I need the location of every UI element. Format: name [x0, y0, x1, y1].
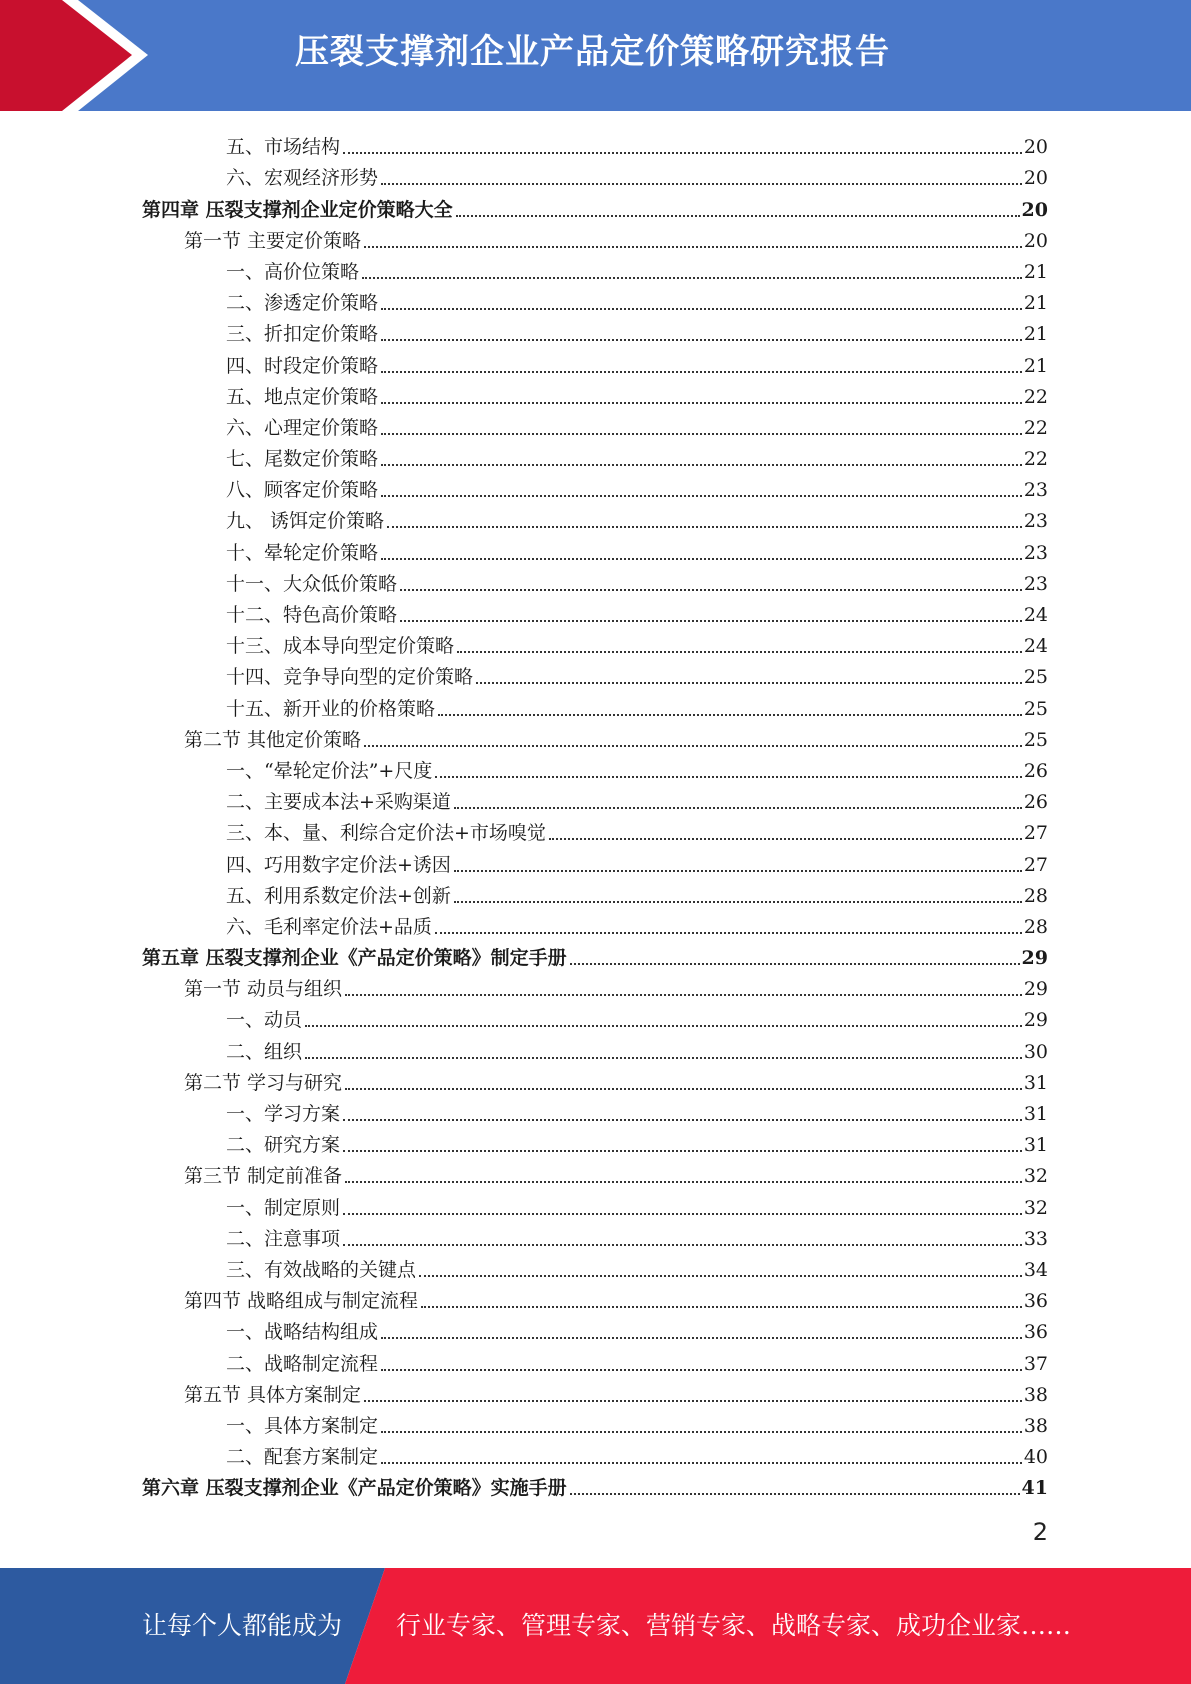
toc-dot-leader — [381, 1369, 1022, 1371]
toc-entry-label: 五、地点定价策略 — [226, 385, 379, 408]
toc-entry-label: 三、有效战略的关键点 — [226, 1258, 417, 1281]
toc-dot-leader — [387, 526, 1022, 528]
toc-item-row[interactable] — [142, 627, 1048, 658]
toc-dot-leader — [438, 714, 1022, 716]
toc-item-row[interactable] — [142, 253, 1048, 284]
toc-item-row[interactable] — [142, 877, 1048, 908]
toc-dot-leader — [345, 1088, 1022, 1090]
toc-dot-leader — [476, 682, 1022, 684]
toc-dot-leader — [381, 183, 1022, 185]
toc-item-row[interactable] — [142, 1220, 1048, 1251]
toc-entry-label: 三、折扣定价策略 — [226, 323, 379, 346]
toc-page-number: 32 — [1023, 1165, 1048, 1188]
toc-page-number: 28 — [1023, 884, 1048, 907]
toc-item-row[interactable] — [142, 128, 1048, 159]
toc-entry-label: 十五、新开业的价格策略 — [226, 697, 436, 720]
toc-entry-label: 二、渗透定价策略 — [226, 292, 379, 315]
toc-page-number: 29 — [1023, 1009, 1048, 1032]
toc-page-number: 22 — [1023, 416, 1048, 439]
toc-entry-label: 二、组织 — [226, 1040, 303, 1063]
toc-page-number: 25 — [1023, 666, 1048, 689]
toc-item-row[interactable] — [142, 908, 1048, 939]
toc-entry-label: 十四、竞争导向型的定价策略 — [226, 666, 474, 689]
toc-item-row[interactable] — [142, 409, 1048, 440]
toc-dot-leader — [381, 371, 1022, 373]
toc-dot-leader — [381, 1431, 1022, 1433]
toc-entry-label: 一、学习方案 — [226, 1103, 341, 1125]
toc-entry-label: 第五节 具体方案制定 — [184, 1383, 362, 1406]
toc-item-row[interactable] — [142, 845, 1048, 876]
toc-item-row[interactable] — [142, 565, 1048, 596]
toc-entry-label: 二、主要成本法+采购渠道 — [226, 791, 451, 814]
toc-entry-label: 九、 诱饵定价策略 — [226, 510, 385, 533]
toc-entry-label: 第一节 动员与组织 — [184, 978, 343, 1001]
toc-entry-label: 三、本、量、利综合定价法+市场嗅觉 — [226, 822, 546, 845]
toc-page-number: 21 — [1023, 354, 1048, 377]
toc-entry-label: 第三节 制定前准备 — [184, 1165, 343, 1188]
toc-page-number: 31 — [1023, 1103, 1048, 1125]
toc-page-number: 23 — [1023, 572, 1048, 595]
toc-dot-leader — [343, 152, 1022, 154]
toc-item-row[interactable] — [142, 159, 1048, 190]
toc-page-number: 27 — [1023, 822, 1048, 845]
toc-entry-label: 一、具体方案制定 — [226, 1414, 379, 1437]
toc-dot-leader — [381, 339, 1022, 341]
report-title: 压裂支撑剂企业产品定价策略研究报告 — [295, 32, 890, 72]
header-band — [0, 0, 1191, 111]
toc-dot-leader — [456, 215, 1020, 217]
toc-item-row[interactable] — [142, 502, 1048, 533]
toc-item-row[interactable] — [142, 1251, 1048, 1282]
toc-page-number: 27 — [1023, 853, 1048, 876]
toc-item-row[interactable] — [142, 378, 1048, 409]
toc-chapter-row[interactable] — [142, 939, 1048, 970]
toc-dot-leader — [435, 776, 1021, 778]
toc-dot-leader — [343, 1119, 1022, 1121]
toc-entry-label: 一、动员 — [226, 1009, 303, 1032]
toc-item-row[interactable] — [142, 284, 1048, 315]
toc-entry-label: 十、晕轮定价策略 — [226, 541, 379, 564]
toc-page-number: 38 — [1023, 1414, 1048, 1437]
toc-page-number: 24 — [1023, 604, 1048, 626]
toc-dot-leader — [454, 870, 1022, 872]
toc-item-row[interactable] — [142, 1188, 1048, 1219]
footer-slogan-right: 行业专家、管理专家、营销专家、战略专家、成功企业家…… — [396, 1611, 1072, 1640]
toc-entry-label: 一、战略结构组成 — [226, 1321, 379, 1344]
toc-item-row[interactable] — [142, 596, 1048, 627]
toc-dot-leader — [345, 1181, 1022, 1183]
toc-dot-leader — [381, 308, 1022, 310]
toc-item-row[interactable] — [142, 1126, 1048, 1157]
toc-entry-label: 一、高价位策略 — [226, 260, 360, 283]
toc-dot-leader — [400, 589, 1022, 591]
toc-item-row[interactable] — [142, 1032, 1048, 1063]
toc-entry-label: 二、研究方案 — [226, 1134, 341, 1157]
toc-page-number: 32 — [1023, 1196, 1048, 1219]
toc-chapter-row[interactable] — [142, 1469, 1048, 1500]
toc-page-number: 21 — [1023, 260, 1048, 283]
toc-entry-label: 六、毛利率定价法+品质 — [226, 915, 432, 938]
toc-entry-label: 第一节 主要定价策略 — [184, 229, 362, 252]
toc-section-row[interactable] — [142, 721, 1048, 752]
toc-entry-label: 四、时段定价策略 — [226, 354, 379, 377]
toc-page-number: 38 — [1023, 1383, 1048, 1406]
toc-dot-leader — [381, 433, 1022, 435]
toc-section-row[interactable] — [142, 1064, 1048, 1095]
toc-dot-leader — [381, 464, 1022, 466]
toc-entry-label: 第六章 压裂支撑剂企业《产品定价策略》实施手册 — [142, 1477, 567, 1500]
toc-section-row[interactable] — [142, 1376, 1048, 1407]
toc-entry-label: 第四章 压裂支撑剂企业定价策略大全 — [142, 198, 453, 221]
toc-page-number: 25 — [1023, 697, 1048, 720]
toc-entry-label: 十一、大众低价策略 — [226, 572, 398, 595]
toc-entry-label: 六、心理定价策略 — [226, 416, 379, 439]
toc-entry-label: 第二节 其他定价策略 — [184, 728, 362, 751]
toc-dot-leader — [381, 558, 1022, 560]
toc-page-number: 36 — [1023, 1321, 1048, 1344]
footer-slogan-left: 让每个人都能成为 — [142, 1611, 343, 1640]
toc-page-number: 28 — [1023, 915, 1048, 938]
toc-entry-label: 七、尾数定价策略 — [226, 448, 379, 471]
toc-entry-label: 一、“晕轮定价法”+尺度 — [226, 759, 433, 782]
toc-page-number: 30 — [1023, 1040, 1048, 1063]
toc-item-row[interactable] — [142, 1095, 1048, 1126]
toc-dot-leader — [381, 495, 1022, 497]
table-of-contents — [142, 128, 1048, 1500]
toc-dot-leader — [343, 1150, 1022, 1152]
toc-page-number: 23 — [1023, 479, 1048, 502]
toc-entry-label: 八、顾客定价策略 — [226, 479, 379, 502]
toc-dot-leader — [549, 838, 1022, 840]
toc-entry-label: 五、市场结构 — [226, 136, 341, 159]
toc-dot-leader — [454, 901, 1022, 903]
toc-page-number: 34 — [1023, 1258, 1048, 1281]
toc-item-row[interactable] — [142, 1313, 1048, 1344]
toc-item-row[interactable] — [142, 814, 1048, 845]
footer-band — [0, 1568, 1191, 1684]
toc-item-row[interactable] — [142, 1344, 1048, 1375]
toc-entry-label: 第二节 学习与研究 — [184, 1071, 343, 1094]
toc-entry-label: 六、宏观经济形势 — [226, 167, 379, 190]
toc-page-number: 37 — [1023, 1352, 1048, 1375]
toc-dot-leader — [343, 1244, 1022, 1246]
header-arrow-icon — [0, 0, 160, 111]
toc-entry-label: 第五章 压裂支撑剂企业《产品定价策略》制定手册 — [142, 947, 567, 970]
toc-entry-label: 五、利用系数定价法+创新 — [226, 884, 451, 907]
toc-item-row[interactable] — [142, 1438, 1048, 1469]
toc-dot-leader — [400, 620, 1022, 622]
toc-page-number: 33 — [1023, 1227, 1048, 1250]
toc-dot-leader — [305, 1025, 1022, 1027]
toc-item-row[interactable] — [142, 471, 1048, 502]
toc-entry-label: 十三、成本导向型定价策略 — [226, 635, 455, 658]
toc-dot-leader — [364, 745, 1022, 747]
toc-dot-leader — [305, 1057, 1022, 1059]
toc-item-row[interactable] — [142, 346, 1048, 377]
toc-page-number: 20 — [1023, 136, 1048, 159]
toc-item-row[interactable] — [142, 752, 1048, 783]
toc-item-row[interactable] — [142, 440, 1048, 471]
toc-dot-leader — [381, 1462, 1022, 1464]
toc-dot-leader — [454, 807, 1022, 809]
toc-entry-label: 十二、特色高价策略 — [226, 604, 398, 626]
toc-dot-leader — [381, 402, 1022, 404]
toc-dot-leader — [364, 1400, 1022, 1402]
toc-page-number: 29 — [1023, 978, 1048, 1001]
toc-dot-leader — [343, 1213, 1022, 1215]
toc-dot-leader — [570, 963, 1020, 965]
toc-page-number: 31 — [1023, 1071, 1048, 1094]
toc-page-number: 22 — [1023, 448, 1048, 471]
toc-page-number: 22 — [1023, 385, 1048, 408]
toc-item-row[interactable] — [142, 533, 1048, 564]
toc-item-row[interactable] — [142, 783, 1048, 814]
toc-entry-label: 二、战略制定流程 — [226, 1352, 379, 1375]
toc-dot-leader — [345, 994, 1022, 996]
toc-chapter-row[interactable] — [142, 190, 1048, 221]
toc-page-number: 20 — [1021, 198, 1048, 221]
toc-page-number: 24 — [1023, 635, 1048, 658]
toc-entry-label: 一、制定原则 — [226, 1196, 341, 1219]
toc-page-number: 25 — [1023, 728, 1048, 751]
toc-page-number: 31 — [1023, 1134, 1048, 1157]
toc-page-number: 23 — [1023, 541, 1048, 564]
toc-dot-leader — [421, 1306, 1022, 1308]
toc-item-row[interactable] — [142, 1407, 1048, 1438]
toc-section-row[interactable] — [142, 970, 1048, 1001]
toc-page-number: 26 — [1023, 791, 1048, 814]
toc-entry-label: 四、巧用数字定价法+诱因 — [226, 853, 451, 876]
toc-dot-leader — [362, 277, 1022, 279]
toc-page-number: 41 — [1021, 1477, 1048, 1500]
toc-item-row[interactable] — [142, 1001, 1048, 1032]
toc-section-row[interactable] — [142, 222, 1048, 253]
toc-dot-leader — [364, 246, 1022, 248]
toc-page-number: 26 — [1023, 759, 1048, 782]
page-number: 2 — [1032, 1518, 1048, 1546]
toc-item-row[interactable] — [142, 315, 1048, 346]
toc-page-number: 36 — [1023, 1290, 1048, 1313]
toc-dot-leader — [570, 1493, 1020, 1495]
toc-page-number: 20 — [1023, 167, 1048, 190]
toc-item-row[interactable] — [142, 658, 1048, 689]
toc-dot-leader — [381, 1337, 1022, 1339]
toc-dot-leader — [419, 1275, 1022, 1277]
toc-page-number: 20 — [1023, 229, 1048, 252]
toc-dot-leader — [457, 651, 1022, 653]
toc-section-row[interactable] — [142, 1282, 1048, 1313]
toc-entry-label: 二、注意事项 — [226, 1227, 341, 1250]
toc-page-number: 21 — [1023, 292, 1048, 315]
toc-item-row[interactable] — [142, 689, 1048, 720]
toc-entry-label: 二、配套方案制定 — [226, 1446, 379, 1469]
toc-dot-leader — [435, 932, 1022, 934]
toc-page-number: 29 — [1021, 947, 1048, 970]
toc-section-row[interactable] — [142, 1157, 1048, 1188]
toc-entry-label: 第四节 战略组成与制定流程 — [184, 1290, 419, 1313]
toc-page-number: 21 — [1023, 323, 1048, 346]
toc-page-number: 40 — [1023, 1446, 1048, 1469]
toc-page-number: 23 — [1023, 510, 1048, 533]
